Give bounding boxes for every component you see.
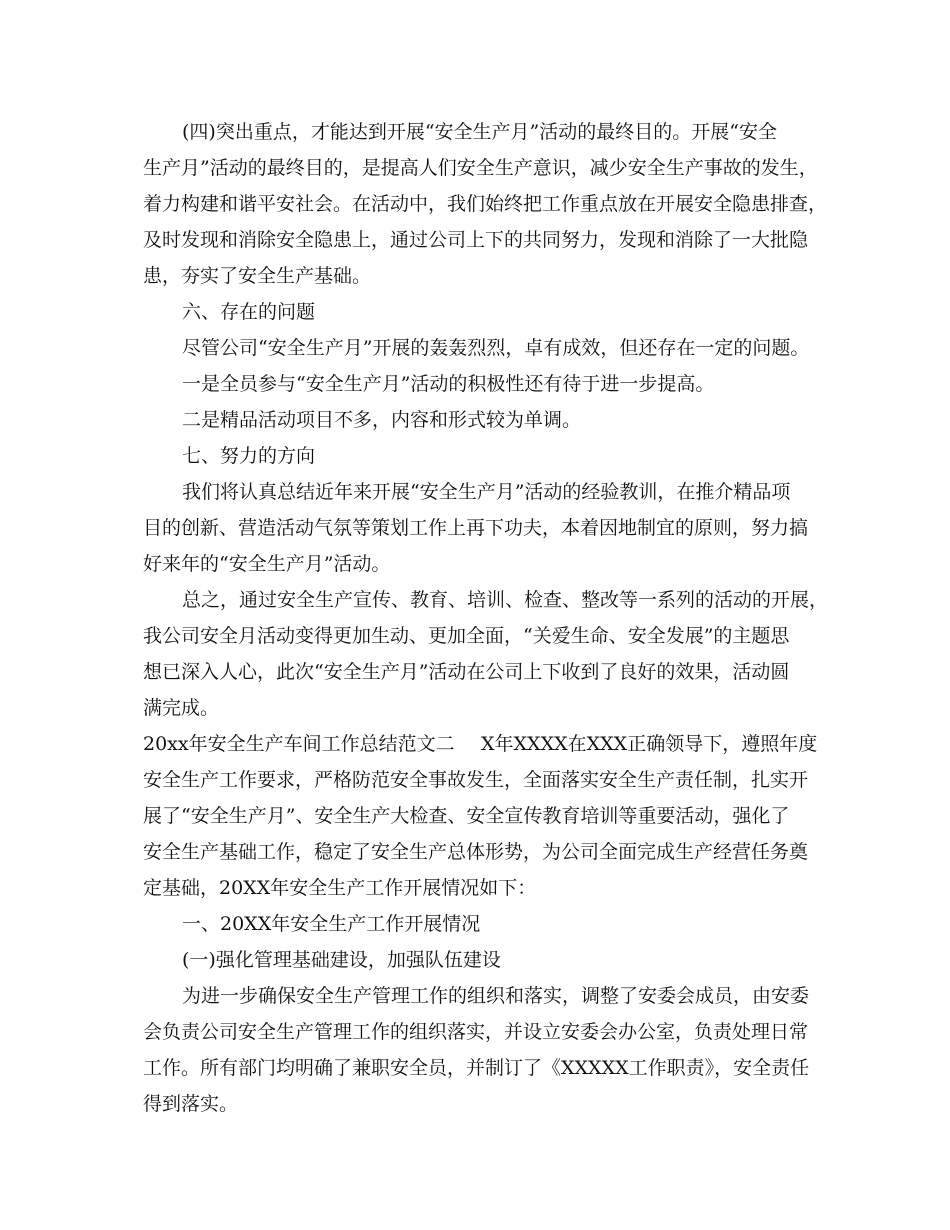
paragraph-line xyxy=(0,832,950,872)
line-text: X年XXXX在XXX正确领导下，遵照年度 xyxy=(481,733,818,755)
paragraph-line xyxy=(0,256,950,296)
paragraph-line xyxy=(0,580,950,620)
document-title-line xyxy=(0,724,950,764)
paragraph-line xyxy=(0,616,950,656)
line-text: 安全生产工作要求，严格防范安全事故发生，全面落实安全生产责任制，扎实开 xyxy=(143,769,809,791)
line-text: 六、存在的问题 xyxy=(182,301,316,323)
subsection-heading xyxy=(0,940,950,980)
line-text: 我公司安全月活动变得更加生动、更加全面，“关爱生命、安全发展”的主题思 xyxy=(143,625,790,647)
line-text: 安全生产基础工作，稳定了安全生产总体形势，为公司全面完成生产经营任务奠 xyxy=(143,841,809,863)
document-title: 20xx年安全生产车间工作总结范文二 xyxy=(143,733,455,755)
line-text: 工作。所有部门均明确了兼职安全员，并制订了《XXXXX工作职责》，安全责任 xyxy=(143,1057,810,1079)
paragraph-line xyxy=(0,148,950,188)
paragraph-line xyxy=(0,112,950,152)
line-text: 目的创新、营造活动气氛等策划工作上再下功夫，本着因地制宜的原则，努力搞 xyxy=(143,517,809,539)
paragraph-line xyxy=(0,400,950,440)
line-text: 为进一步确保安全生产管理工作的组织和落实，调整了安委会成员，由安委 xyxy=(182,985,810,1007)
line-text: 尽管公司“安全生产月”开展的轰轰烈烈，卓有成效，但还存在一定的问题。 xyxy=(182,337,810,359)
line-text: 好来年的“安全生产月”活动。 xyxy=(143,553,391,575)
paragraph-line xyxy=(0,760,950,800)
paragraph-line xyxy=(0,220,950,260)
paragraph-line xyxy=(0,508,950,548)
section-heading xyxy=(0,904,950,944)
line-text: 及时发现和消除安全隐患上，通过公司上下的共同努力，发现和消除了一大批隐 xyxy=(143,229,809,251)
line-text: 患，夯实了安全生产基础。 xyxy=(143,265,372,287)
line-text: 我们将认真总结近年来开展“安全生产月”活动的经验教训，在推介精品项 xyxy=(182,481,791,503)
paragraph-line xyxy=(0,364,950,404)
paragraph-line xyxy=(0,796,950,836)
paragraph-line xyxy=(0,544,950,584)
paragraph-line xyxy=(0,1084,950,1124)
line-text: 七、努力的方向 xyxy=(182,445,316,467)
paragraph-line xyxy=(0,688,950,728)
line-text: 会负责公司安全生产管理工作的组织落实，并设立安委会办公室，负责处理日常 xyxy=(143,1021,809,1043)
line-text: 得到落实。 xyxy=(143,1093,239,1115)
paragraph-line xyxy=(0,1012,950,1052)
paragraph-line xyxy=(0,472,950,512)
paragraph-line xyxy=(0,868,950,908)
line-text: 着力构建和谐平安社会。在活动中，我们始终把工作重点放在开展安全隐患排查， xyxy=(143,193,828,215)
paragraph-line xyxy=(0,652,950,692)
line-text: 满完成。 xyxy=(143,697,220,719)
line-text: 一、20XX年安全生产工作开展情况 xyxy=(182,913,481,935)
paragraph-line xyxy=(0,976,950,1016)
line-text: 总之，通过安全生产宣传、教育、培训、检查、整改等一系列的活动的开展， xyxy=(182,589,829,611)
line-text: 想已深入人心，此次“安全生产月”活动在公司上下收到了良好的效果，活动圆 xyxy=(143,661,790,683)
section-heading xyxy=(0,292,950,332)
paragraph-line xyxy=(0,328,950,368)
line-text: 生产月”活动的最终目的，是提高人们安全生产意识，减少安全生产事故的发生， xyxy=(143,157,818,179)
line-text: 展了“安全生产月”、安全生产大检查、安全宣传教育培训等重要活动，强化了 xyxy=(143,805,790,827)
line-text: 一是全员参与“安全生产月”活动的积极性还有待于进一步提高。 xyxy=(182,373,715,395)
line-text: 二是精品活动项目不多，内容和形式较为单调。 xyxy=(182,409,582,431)
paragraph-line xyxy=(0,1048,950,1088)
paragraph-line xyxy=(0,184,950,224)
section-heading xyxy=(0,436,950,476)
line-text: (一)强化管理基础建设，加强队伍建设 xyxy=(182,949,501,971)
line-text: (四)突出重点，才能达到开展“安全生产月”活动的最终目的。开展“安全 xyxy=(182,121,777,143)
line-text: 定基础，20XX年安全生产工作开展情况如下： xyxy=(143,877,537,899)
